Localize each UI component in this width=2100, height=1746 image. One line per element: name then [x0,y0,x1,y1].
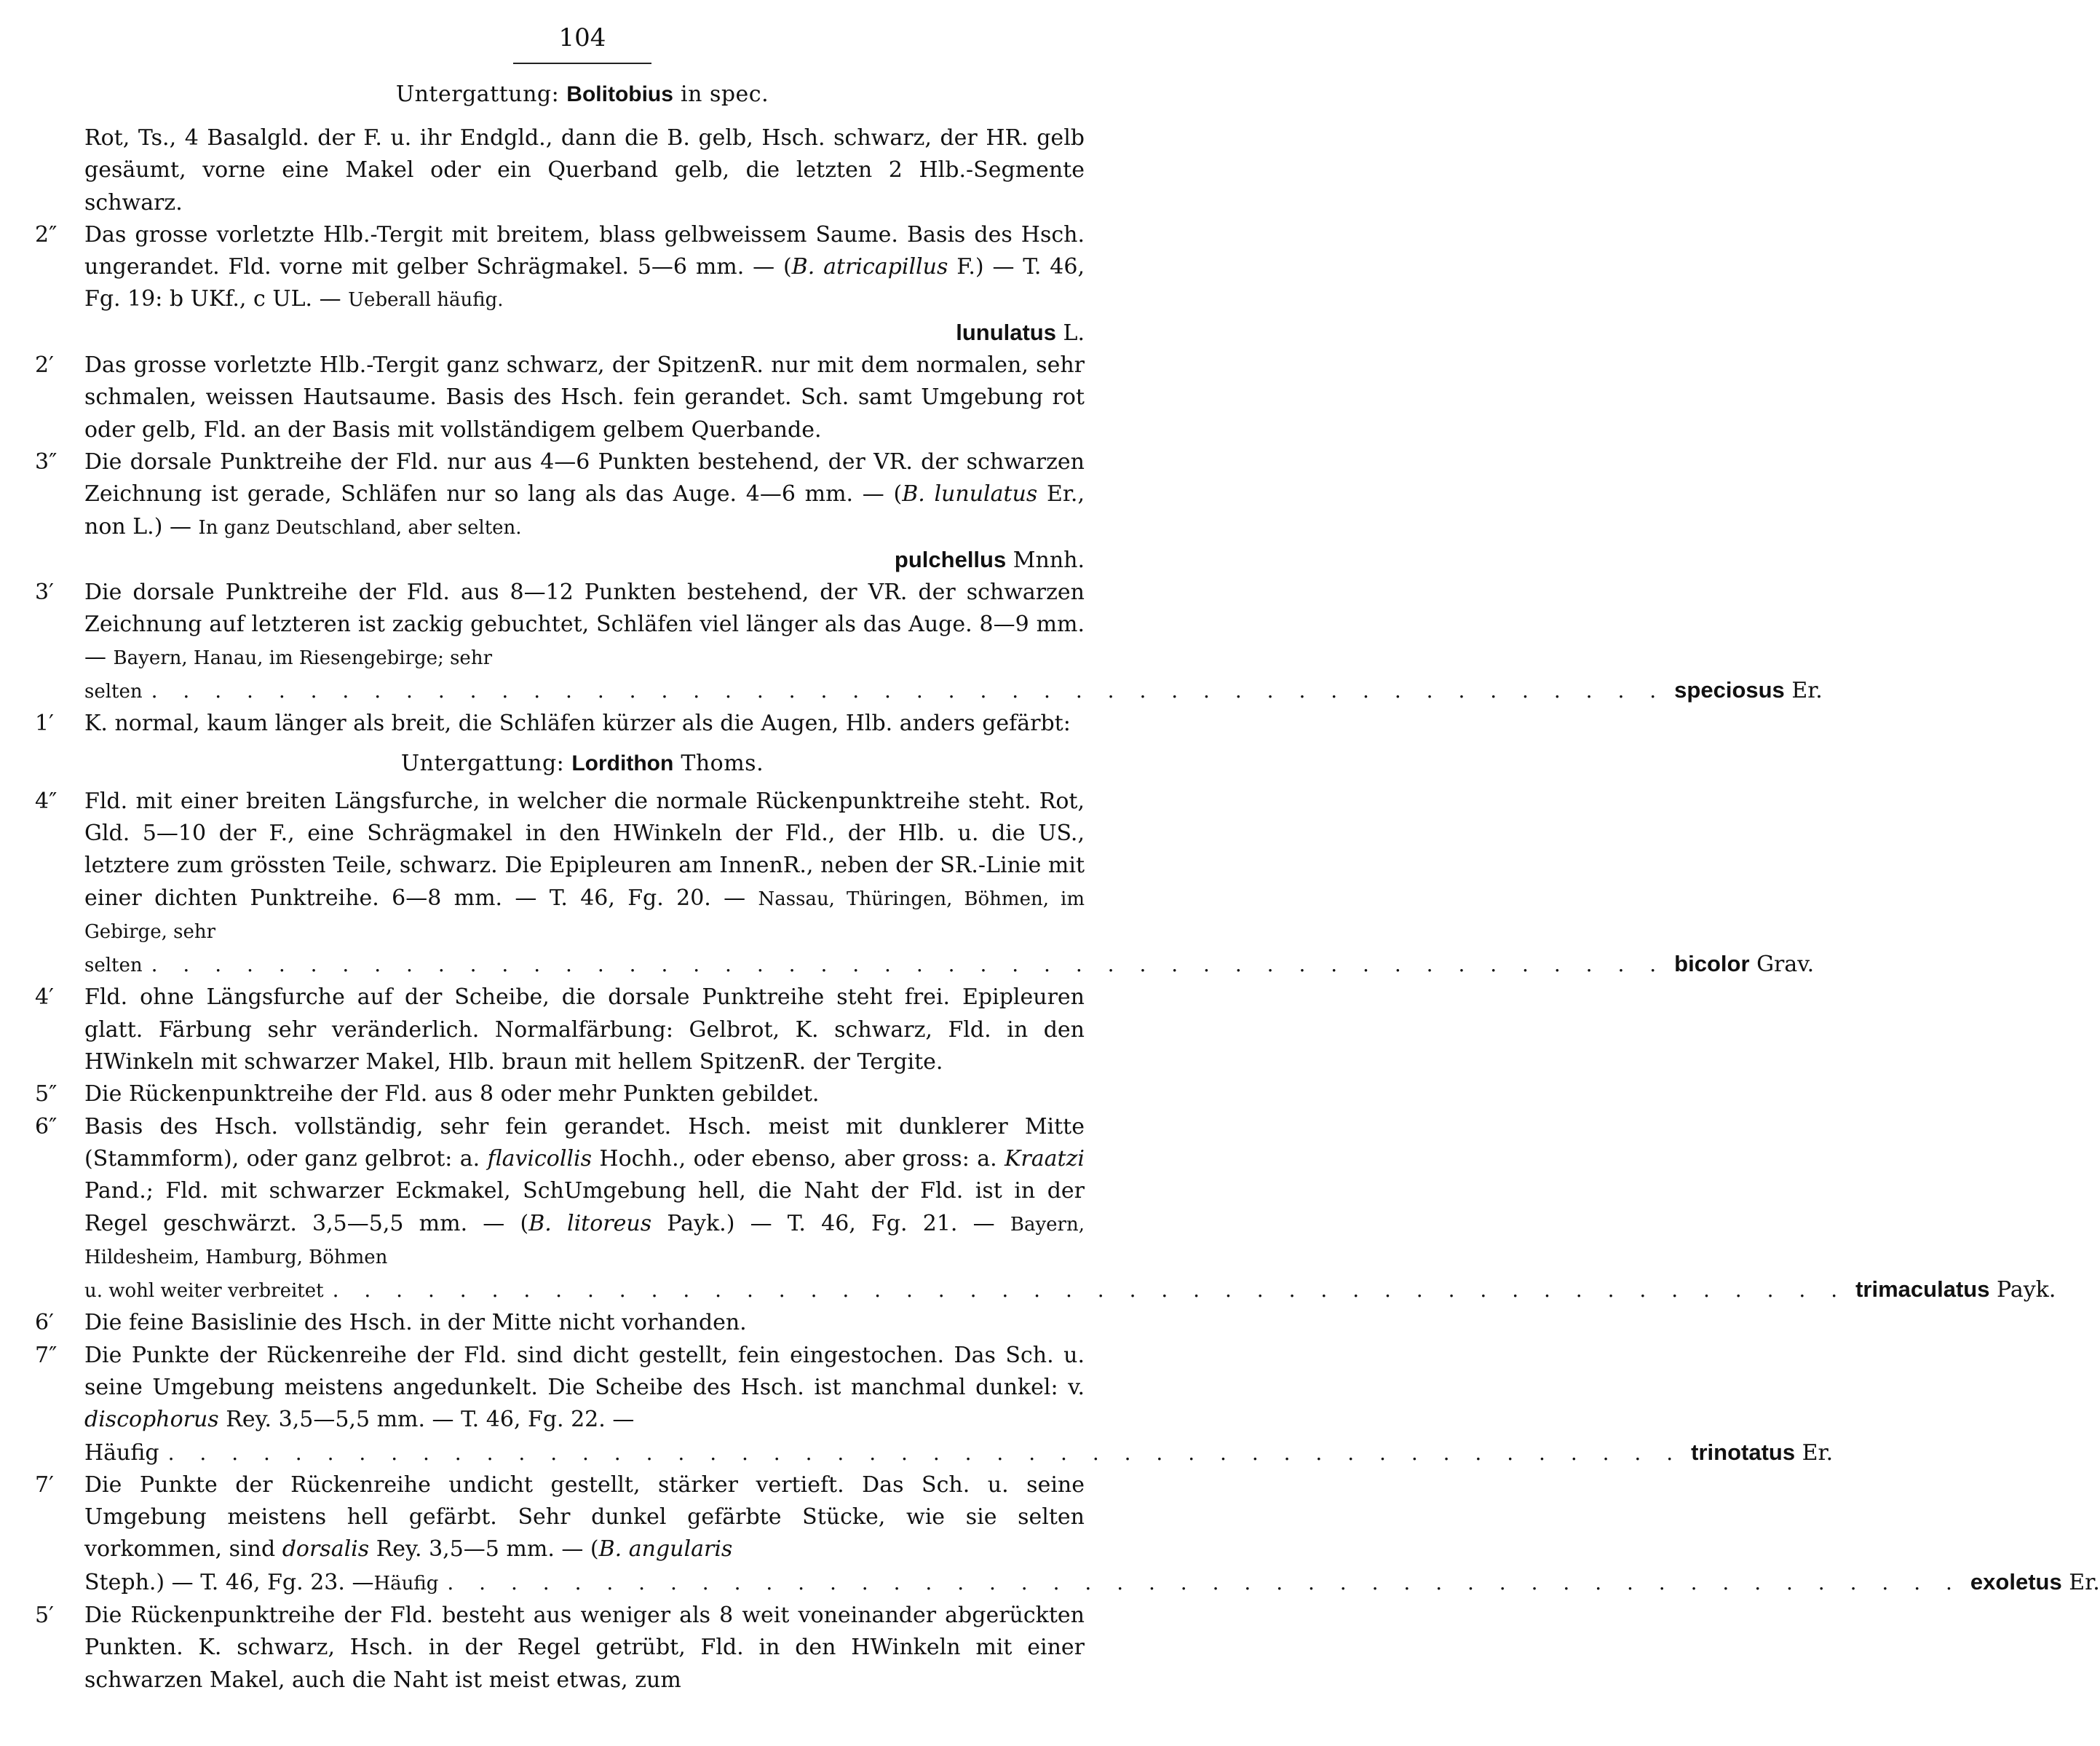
species-name: trinotatus [1691,1439,1796,1465]
variety: discophorus [84,1407,219,1433]
couplet-text: Rey. 3,5—5 mm. — ( [369,1536,599,1563]
distribution: Bayern, Hildesheim, Hamburg, Böhmen [84,1213,1085,1268]
couplet-number: 5″ [35,1081,58,1107]
variety: flavicollis [487,1145,593,1172]
species-line-trimaculatus [84,1273,2056,1307]
subgenus-suffix: Thoms. [681,750,764,776]
couplet-number: 4″ [35,788,58,814]
species-author: Grav. [1756,952,1815,978]
couplet-text: Hochh., oder ebenso, aber gross: a. [592,1145,1005,1172]
couplet-text: Pand.; Fld. mit schwarzer Eckmakel, SchUmgebung hell, die Naht der Fld. ist in der Regel geschwärzt. 3,5—5,5 mm. — ( [84,1178,1085,1236]
leader-text: Häufig [84,1439,159,1466]
subgenus-suffix: in spec. [681,82,769,107]
couplet-number: 7′ [35,1472,54,1498]
couplet-text: Basis des Hsch. vollständig, sehr fein gerandet. Hsch. meist mit dunklerer Mitte (Stammform), oder ganz gelbrot: a. [84,1113,1085,1172]
couplet-text: Die dorsale Punktreihe der Fld. nur aus 4—6 Punkten bestehend, der VR. der schwarzen Zeichnung ist gerade, Schläfen nur so lang als das Auge. 4—6 mm. — ( [84,449,1085,507]
couplet-text: F.) — T. 46, Fg. 19: b UKf., c UL. — [84,254,1085,312]
couplet-1b [35,708,1085,740]
species-author: L. [1063,320,1085,346]
synonym: B. litoreus [528,1210,652,1236]
couplet-text: Die feine Basislinie des Hsch. in der Mitte nicht vorhanden. [84,1310,747,1336]
subgenus-heading-lordithon [80,748,1085,780]
dot-leader: . . . . . . . . . . . . . . . . . . . . . . . . . . . . . . . . . . . . . . . . . . . . . . . . [151,952,1666,977]
synonym: B. atricapillus [791,254,948,280]
couplet-text: Das grosse vorletzte Hlb.-Tergit ganz schwarz, der SpitzenR. nur mit dem normalen, sehr schmalen, weissen Hautsaume. Basis des Hsch. fein gerandet. Sch. samt Umgebung rot oder gelb, Fld. an der Basis mit vollständigem gelbem Querbande. [84,352,1085,443]
leader-text: u. wohl weiter verbreitet [84,1280,324,1303]
species-line-speciosus [84,674,1823,708]
couplet-number: 4′ [35,984,54,1011]
couplet-5b [35,1600,1085,1696]
couplet-text: Die Punkte der Rückenreihe der Fld. sind dicht gestellt, fein eingestochen. Das Sch. u. seine Umgebung meistens angedunkelt. Die Scheibe des Hsch. ist manchmal dunkel: v. [84,1342,1085,1400]
couplet-text: Die dorsale Punktreihe der Fld. aus 8—12 Punkten bestehend, der VR. der schwarzen Zeichnung auf letzteren ist zackig gebuchtet, Schläfen viel länger als das Auge. 8—9 mm. — [84,580,1085,670]
dot-leader: . . . . . . . . . . . . . . . . . . . . . . . . . . . . . . . . . . . . . . . . . . . . . . . . [332,1278,1847,1303]
couplet-5a [35,1078,1085,1110]
variety: Kraatzi [1005,1145,1085,1172]
couplet-text: K. normal, kaum länger als breit, die Schläfen kürzer als die Augen, Hlb. anders gefärbt: [84,711,1071,737]
couplet-number: 3″ [35,449,58,475]
species-name: exoletus [1970,1568,2062,1595]
synonym: B. lunulatus [902,481,1038,507]
intro-paragraph: Rot, Ts., 4 Basalgld. der F. u. ihr Endgld., dann die B. gelb, Hsch. schwarz, der HR. gelb gesäumt, vorne eine Makel oder ein Querband gelb, die letzten 2 Hlb.-Segmente schwarz. [84,125,1085,216]
couplet-text: Rey. 3,5—5,5 mm. — T. 46, Fg. 22. — [218,1407,635,1433]
couplet-7a [35,1340,1834,1469]
species-name: trimaculatus [1855,1276,1990,1303]
synonym: B. angularis [598,1536,733,1563]
couplet-text: Fld. ohne Längsfurche auf der Scheibe, die dorsale Punktreihe steht frei. Epipleuren glatt. Färbung sehr veränderlich. Normalfärbung: Gelbrot, K. schwarz, Fld. in den HWinkeln mit schwarzer Makel, Hlb. braun mit hellem SpitzenR. der Tergite. [84,984,1085,1075]
couplet-2b [35,349,1085,446]
couplet-4b [35,981,1085,1078]
subgenus-name: Lordithon [571,751,674,775]
species-name: lunulatus [956,319,1056,345]
couplet-text: Die Rückenpunktreihe der Fld. aus 8 oder mehr Punkten gebildet. [84,1081,820,1107]
distribution: Ueberall häufig. [348,289,504,312]
page-number: 104 [558,23,606,52]
species-line-lunulatus [84,317,1085,349]
leader-text: selten [84,955,143,977]
species-author: Er. [1791,678,1823,704]
couplet-text: Die Rückenpunktreihe der Fld. besteht aus weniger als 8 weit voneinander abgerückten Punkten. K. schwarz, Hsch. in der Regel getrübt, Fld. in den HWinkeln mit einer schwarzen Makel, auch die Naht ist meist etwas, zum [84,1603,1085,1693]
subgenus-prefix: Untergattung: [400,750,565,776]
species-author: Er. [1802,1439,1834,1466]
subgenus-heading-bolitobius [80,79,1085,111]
couplet-text: Payk.) — T. 46, Fg. 21. — [651,1210,1010,1236]
couplet-text: Er., non L.) — [84,481,1085,540]
couplet-text: Das grosse vorletzte Hlb.-Tergit mit breitem, blass gelbweissem Saume. Basis des Hsch. ungerandet. Fld. vorne mit gelber Schrägmakel. 5—6 mm. — ( [84,221,1085,280]
couplet-4a [35,786,1815,982]
couplet-2a [35,219,1085,349]
dot-leader: . . . . . . . . . . . . . . . . . . . . . . . . . . . . . . . . . . . . . . . . . . . . . . . . [447,1570,1962,1595]
leader-text-prefix: Steph.) — T. 46, Fg. 23. — [84,1569,374,1595]
subgenus-prefix: Untergattung: [395,82,560,107]
couplet-number: 6′ [35,1310,54,1336]
couplet-3a [35,446,1085,577]
leader-text: Häufig [373,1572,439,1595]
variety: dorsalis [282,1536,370,1563]
species-name: bicolor [1674,951,1750,977]
leader-text: selten [84,681,143,703]
page [35,22,2100,1696]
header-rule [513,63,651,64]
species-line-trinotatus [84,1437,1834,1469]
species-author: Mnnh. [1013,547,1085,573]
couplet-number: 2′ [35,352,54,379]
couplet-number: 2″ [35,221,58,248]
species-name: pulchellus [894,546,1007,572]
couplet-3b [35,577,1823,708]
couplet-number: 6″ [35,1113,58,1139]
species-name: speciosus [1674,677,1785,703]
couplet-number: 5′ [35,1603,54,1629]
couplet-number: 7″ [35,1342,58,1368]
couplet-7b [35,1469,2100,1600]
couplet-text: Fld. mit einer breiten Längsfurche, in welcher die normale Rückenpunktreihe steht. Rot, Gld. 5—10 der F., eine Schrägmakel in den HWinkeln der Fld., der Hlb. u. die US., letztere zum grössten Teile, schwarz. Die Epipleuren am InnenR., neben der SR.-Linie mit einer dichten Punktreihe. 6—8 mm. — T. 46, Fg. 20. — [84,788,1085,911]
couplet-text: Die Punkte der Rückenreihe undicht gestellt, stärker vertieft. Das Sch. u. seine Umgebung meistens hell gefärbt. Sehr dunkel gefärbte Stücke, wie sie selten vorkommen, sind [84,1472,1085,1563]
species-line-bicolor [84,948,1815,981]
distribution: Bayern, Hanau, im Riesengebirge; sehr [113,647,492,669]
couplet-number: 1′ [35,711,54,737]
couplet-6b [35,1307,1085,1339]
species-line-exoletus [84,1566,2100,1600]
dot-leader: . . . . . . . . . . . . . . . . . . . . . . . . . . . . . . . . . . . . . . . . . . . . . . . . [167,1440,1683,1465]
distribution: Nassau, Thüringen, Böhmen, im Gebirge, sehr [84,888,1085,943]
dot-leader: . . . . . . . . . . . . . . . . . . . . . . . . . . . . . . . . . . . . . . . . . . . . . . . . [151,679,1666,703]
couplet-6a [35,1111,2056,1308]
species-author: Payk. [1997,1277,2056,1303]
species-author: Er. [2069,1569,2100,1595]
species-line-pulchellus [84,544,1085,577]
subgenus-name: Bolitobius [566,82,673,106]
distribution: In ganz Deutschland, aber selten. [198,516,522,539]
couplet-number: 3′ [35,580,54,606]
